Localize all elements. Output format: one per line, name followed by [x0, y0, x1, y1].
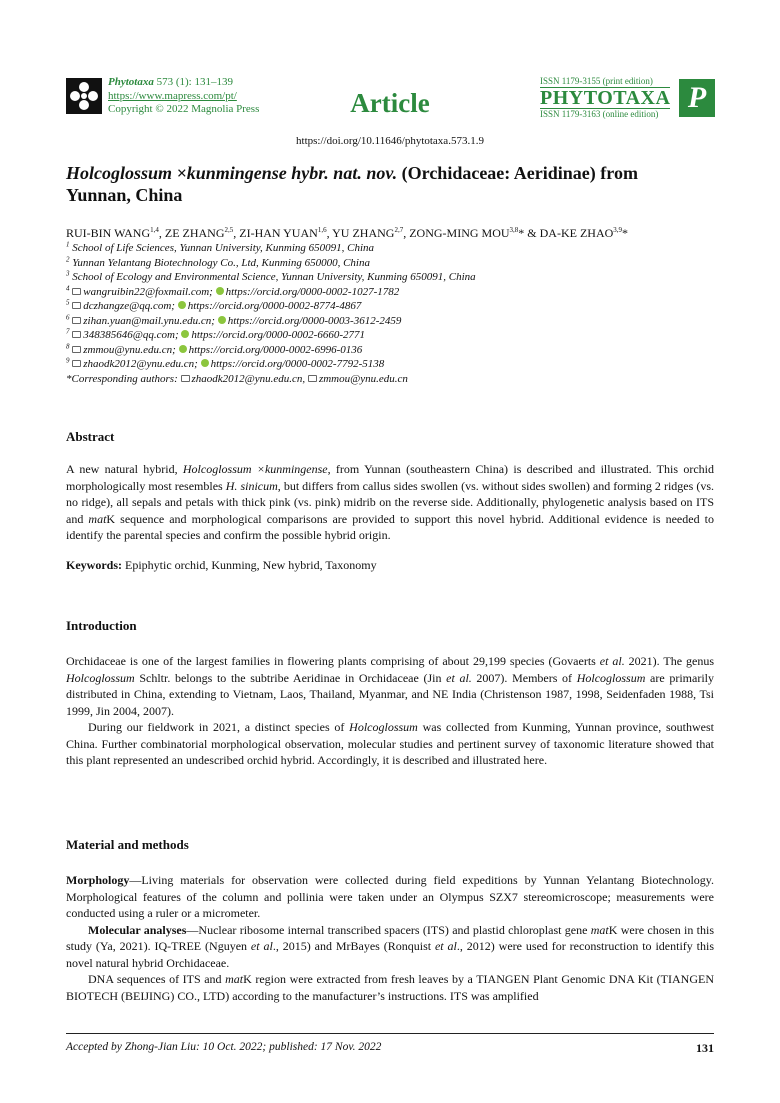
affil-num: 1: [66, 240, 70, 249]
methods-run: DNA sequences of ITS and: [88, 972, 226, 986]
contact-num: 9: [66, 356, 70, 365]
affiliation: [66, 256, 726, 271]
abstract-run: A new natural hybrid,: [66, 462, 183, 476]
keywords: [66, 557, 714, 574]
intro-italic: Holcoglossum: [349, 720, 418, 734]
paper-title: [66, 162, 716, 206]
affil-num: 2: [66, 254, 70, 263]
contact-email[interactable]: zihan.yuan@mail.ynu.edu.cn;: [83, 314, 215, 327]
abstract-italic: Holcoglossum ×kunmingense: [182, 462, 328, 476]
abstract-italic: H. sinicum: [225, 478, 278, 493]
intro-run: During our fieldwork in 2021, a distinct species of: [88, 720, 350, 734]
intro-italic: Holcoglossum: [66, 670, 135, 685]
affil-num: 3: [66, 269, 70, 278]
affil-text: School of Ecology and Environmental Science, Yunnan University, Kunming 650091, China: [72, 271, 476, 283]
contact-orcid[interactable]: https://orcid.org/0000-0002-1027-1782: [225, 285, 400, 298]
methods-run: ., 2012) were used for reconstruction to identify this novel natural hybrid Orchidaceae.: [66, 939, 715, 970]
methods-italic: et al: [250, 939, 273, 953]
orcid-icon: [218, 316, 226, 324]
intro-run: 2007). Members of: [471, 670, 577, 685]
author: DA-KE ZHAO: [539, 226, 614, 240]
author: RUI-BIN WANG: [66, 226, 151, 240]
abstract-run: , from Yunnan (southeastern China) is described and illustrated. This orchid morphologically most resembles: [66, 462, 714, 493]
contact-num: 6: [66, 312, 70, 321]
contact-line: [66, 357, 726, 372]
journal-name: Phytotaxa: [108, 76, 154, 88]
keywords-text: Epiphytic orchid, Kunming, New hybrid, Taxonomy: [122, 558, 377, 572]
introduction-heading: Introduction: [66, 618, 137, 633]
contact-orcid[interactable]: https://orcid.org/0000-0002-7792-5138: [210, 358, 385, 370]
title-line2: Yunnan, China: [66, 185, 183, 205]
journal-brand: [540, 76, 715, 122]
email-icon: [72, 360, 81, 367]
methods-text: [66, 872, 714, 1004]
contact-num: 4: [66, 283, 70, 292]
author-affil: 1,6: [317, 226, 327, 234]
issn-print: ISSN 1179-3155 (print edition): [540, 76, 653, 86]
copyright-text: Copyright © 2022 Magnolia Press: [108, 103, 260, 115]
abstract-heading: Abstract: [66, 429, 115, 444]
methods-run: K were chosen in this study (Ya, 2021). IQ-TREE (Nguyen: [66, 922, 714, 953]
contact-line: [66, 314, 726, 329]
methods-italic: mat: [590, 922, 609, 937]
title-taxon: Holcoglossum ×kunmingense hybr. nat. nov.: [66, 163, 398, 183]
author-affil: 2,5: [224, 226, 234, 234]
issn-online: ISSN 1179-3163 (online edition): [540, 109, 659, 119]
intro-italic: Holcoglossum: [576, 670, 646, 685]
author-sep: ,: [403, 226, 410, 240]
author-sep: * &: [518, 226, 540, 240]
orcid-icon: [181, 330, 189, 338]
title-rest: (Orchidaceae: Aeridinae) from: [401, 163, 638, 183]
contact-num: 8: [66, 341, 70, 350]
contact-num: 5: [66, 298, 70, 307]
affil-text: Yunnan Yelantang Biotechnology Co., Ltd, Kunming 650000, China: [72, 256, 370, 269]
contact-email[interactable]: dczhangze@qq.com;: [83, 300, 175, 312]
contact-line: [66, 299, 726, 314]
contact-line: [66, 285, 726, 300]
affiliation: [66, 241, 726, 256]
contact-orcid[interactable]: https://orcid.org/0000-0002-6996-0136: [188, 343, 363, 356]
abstract-italic: mat: [88, 511, 107, 526]
methods-run: —Living materials for observation were collected during field expeditions by Yunnan Yelantang Biotechnology. Morphological features of the column and pollinia were taken under an Olympus SZX7 stereomicroscope; measurements were conducted using a ruler or a micrometer.: [66, 873, 714, 920]
author-affil: 3,8: [509, 226, 519, 234]
abstract-run: K sequence and morphological comparisons are provided to support this novel hybrid. Additional evidence is needed to identify the parental species and confirm the possible hybrid origin.: [66, 511, 714, 542]
author: ZI-HAN YUAN: [239, 226, 318, 240]
journal-citation: 573 (1): 131–139: [156, 76, 233, 88]
methods-run: ., 2015) and MrBayes (Ronquist: [272, 939, 435, 953]
author-sep: ,: [233, 226, 240, 240]
intro-run: 2021). The genus: [624, 654, 715, 668]
contact-email[interactable]: zhaodk2012@ynu.edu.cn;: [83, 358, 198, 370]
page-number: 131: [696, 1041, 714, 1055]
author-affil: 2,7: [394, 226, 404, 234]
author-sep: ,: [158, 226, 165, 240]
affiliations: [66, 241, 726, 386]
corresponding-label: *Corresponding authors:: [66, 372, 178, 385]
author: ZE ZHANG: [164, 226, 225, 240]
email-icon: [72, 288, 81, 295]
author-affil: 1,4: [150, 226, 159, 234]
corresponding-authors: [66, 372, 726, 387]
author: YU ZHANG: [332, 226, 395, 240]
contact-line: [66, 328, 726, 343]
doi-link[interactable]: https://doi.org/10.11646/phytotaxa.573.1.9: [296, 135, 484, 147]
email-icon: [72, 346, 81, 353]
author-sep: *: [622, 226, 629, 240]
journal-url-link[interactable]: https://www.mapress.com/pt/: [108, 89, 237, 102]
author-affil: 3,9: [613, 226, 623, 234]
keywords-label: Keywords:: [66, 558, 122, 572]
orcid-icon: [201, 359, 209, 367]
methods-italic: mat: [225, 972, 244, 986]
intro-italic: et al.: [446, 670, 472, 685]
author-list: [66, 226, 726, 241]
methods-label: Molecular analyses: [88, 922, 187, 937]
orcid-icon: [178, 301, 186, 309]
introduction-text: [66, 653, 714, 769]
footer-rule: [66, 1033, 714, 1034]
methods-run: K region were extracted from fresh leaves by a TIANGEN Plant Genomic DNA Kit (TIANGEN BIOTECH (BEIJING) CO., LTD) according to the manufacturer’s instructions. ITS was amplified: [66, 972, 714, 1003]
footer-dates: Accepted by Zhong-Jian Liu: 10 Oct. 2022; published: 17 Nov. 2022: [66, 1041, 382, 1053]
affil-text: School of Life Sciences, Yunnan University, Kunming 650091, China: [72, 242, 375, 254]
affiliation: [66, 270, 726, 285]
intro-run: was collected from Kunming, Yunnan province, southwest China. Further combinatorial morphological observation, molecular studies and pertinent survey of taxonomic literature showed that this plant represented an undescribed orchid hybrid. Accordingly, it is described and illustrated here.: [66, 720, 714, 767]
email-icon: [308, 375, 317, 382]
corresponding-email[interactable]: zhaodk2012@ynu.edu.cn,: [191, 372, 306, 385]
orcid-icon: [179, 345, 187, 353]
methods-run: —Nuclear ribosome internal transcribed spacers (ITS) and plastid chloroplast gene: [186, 922, 591, 937]
methods-label: Morphology: [66, 873, 130, 887]
journal-name-caps: PHYTOTAXA: [540, 87, 671, 109]
email-icon: [72, 317, 81, 324]
phytotaxa-logo-icon: P: [679, 79, 715, 117]
email-icon: [181, 375, 190, 382]
email-icon: [72, 302, 81, 309]
contact-line: [66, 343, 726, 358]
contact-num: 7: [66, 327, 70, 336]
methods-italic: et al: [434, 939, 457, 953]
intro-run: Orchidaceae is one of the largest families in flowering plants comprising of about 29,199 species (Govaerts: [66, 654, 600, 668]
orcid-icon: [216, 287, 224, 295]
abstract-run: , but differs from callus sides swollen (vs. without sides swollen) and forming 2 ridges (vs. no ridge), all sepals and petals with thick pink (vs. pink) midrib on the reverse side. Additionally, phylogenetic analysis based on ITS and: [66, 478, 714, 526]
contact-orcid[interactable]: https://orcid.org/0000-0003-3612-2459: [227, 314, 402, 327]
intro-italic: et al.: [599, 654, 625, 668]
methods-heading: Material and methods: [66, 837, 189, 852]
contact-email[interactable]: zmmou@ynu.edu.cn;: [83, 343, 176, 356]
contact-email[interactable]: 348385646@qq.com;: [83, 329, 179, 341]
contact-orcid[interactable]: https://orcid.org/0000-0002-8774-4867: [187, 300, 362, 312]
corresponding-email[interactable]: zmmou@ynu.edu.cn: [318, 372, 408, 385]
email-icon: [72, 331, 81, 338]
intro-run: are primarily distributed in China, extending to Vietnam, Laos, Thailand, Myanmar, and NE India (Christenson 1987, 1998, Seidenfaden 1988, Tsi 1999, Jin 2004, 2007).: [66, 670, 714, 718]
abstract-text: [66, 461, 714, 544]
author-sep: ,: [326, 226, 333, 240]
article-label: Article: [350, 88, 430, 118]
intro-run: Schltr. belongs to the subtribe Aeridinae in Orchidaceae (Jin: [134, 670, 447, 685]
contact-email[interactable]: wangruibin22@foxmail.com;: [83, 285, 213, 298]
contact-orcid[interactable]: https://orcid.org/0000-0002-6660-2771: [191, 329, 366, 341]
author: ZONG-MING MOU: [409, 226, 510, 240]
